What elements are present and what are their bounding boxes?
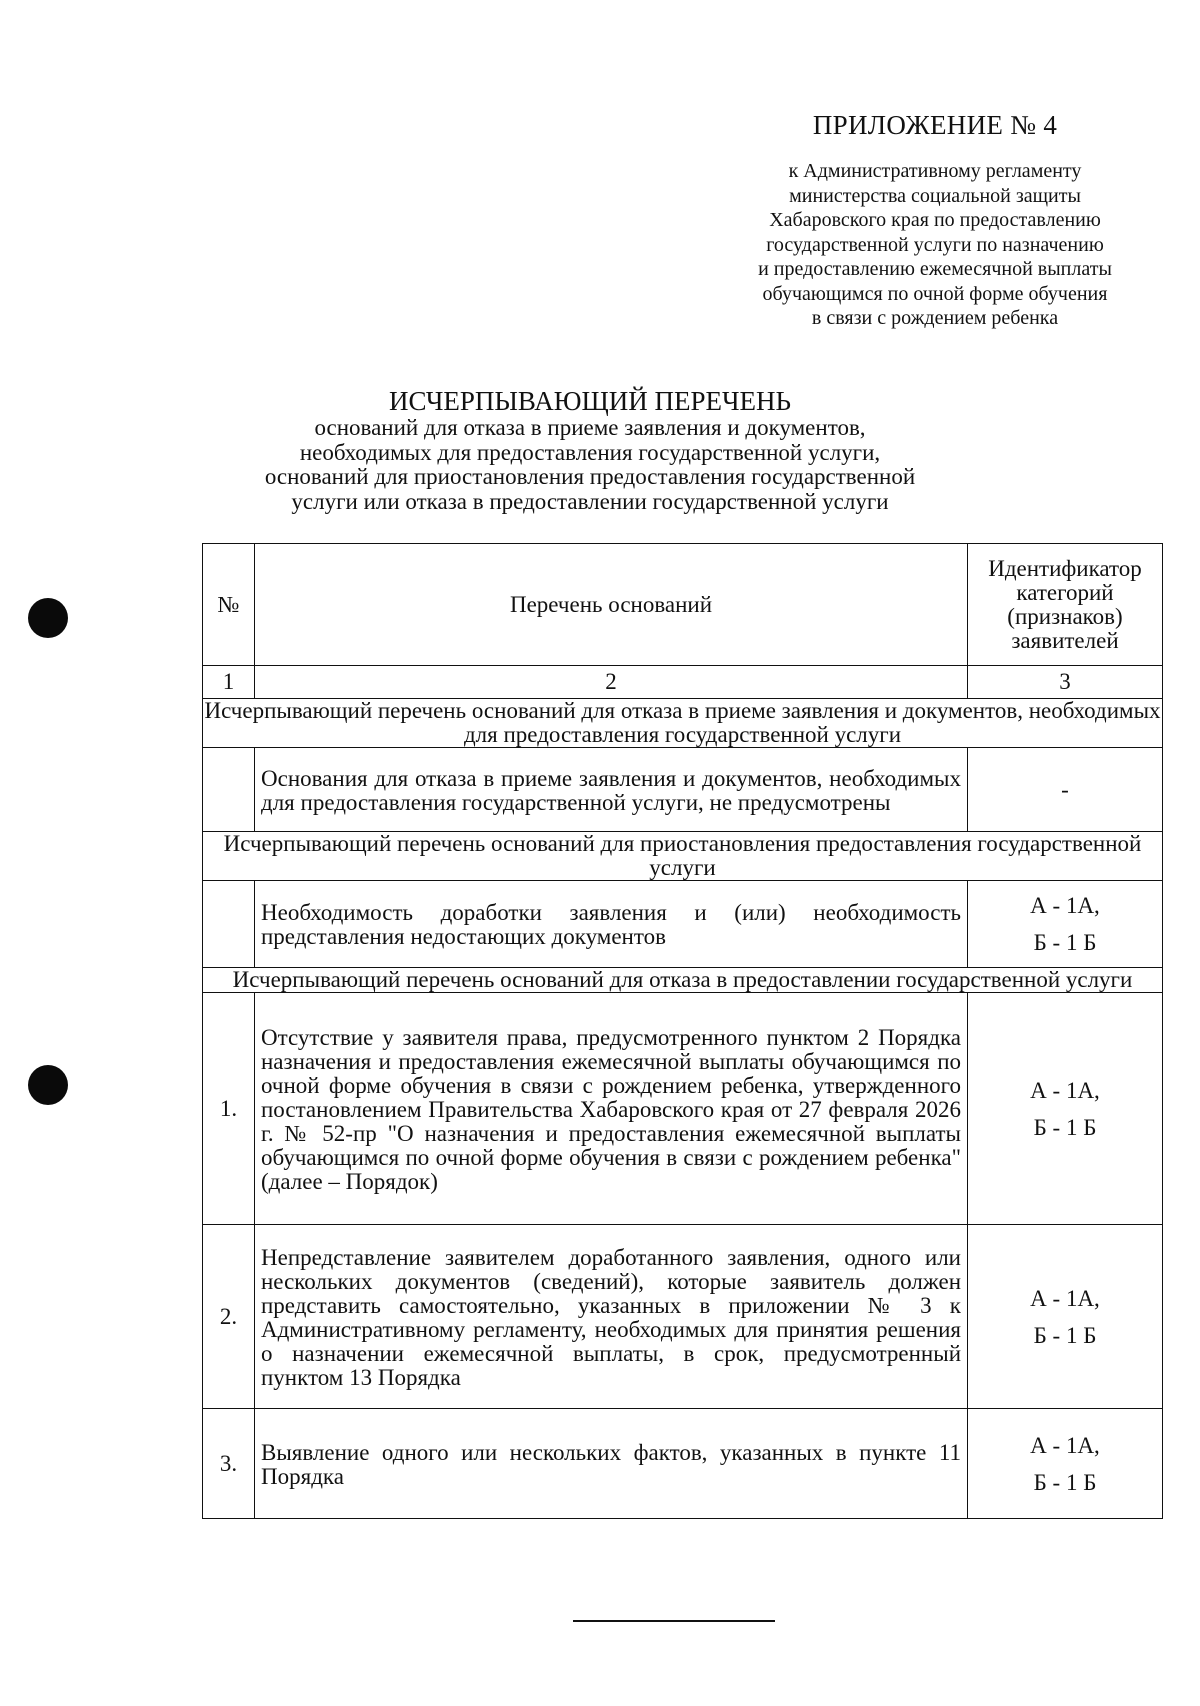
identifier-line: Б - 1 Б [1033, 1322, 1097, 1348]
header-applicant-identifier: Идентификатор категорий (признаков) заявителей [968, 544, 1163, 666]
punch-hole [28, 1065, 68, 1105]
row-identifier [968, 748, 1163, 832]
identifier-line: Б - 1 Б [1033, 930, 1097, 955]
document-title: ИСЧЕРПЫВАЮЩИЙ ПЕРЕЧЕНЬ [388, 386, 792, 416]
row-number: 3. [203, 1409, 255, 1519]
row-identifier [968, 1225, 1163, 1409]
document-heading [190, 386, 990, 514]
column-number: 3 [968, 666, 1163, 699]
appendix-line: Хабаровского края по предоставлению [769, 209, 1101, 231]
identifier-line: А - 1А, [1030, 893, 1100, 918]
row-reason-text: Непредставление заявителем доработанного заявления, одного или нескольких документов (сведений), которые заявитель должен представить самостоятельно, указанных в приложении № 3 к Административному регламенту, необходимых для принятия решения о назначении ежемесячной выплаты, в срок, предусмотренный пунктом 13 Порядка [255, 1225, 968, 1409]
row-identifier [968, 1409, 1163, 1519]
identifier-line: А - 1А, [1030, 1432, 1100, 1458]
identifier-line: Б - 1 Б [1033, 1114, 1097, 1140]
table-row [203, 993, 1163, 1225]
table-row [203, 748, 1163, 832]
table-row [203, 1409, 1163, 1519]
section-title: Исчерпывающий перечень оснований для приостановления предоставления государственной услуги [203, 832, 1163, 881]
appendix-line: обучающимся по очной форме обучения [762, 282, 1108, 305]
section-title: Исчерпывающий перечень оснований для отказа в приеме заявления и документов, необходимых для предоставления государственной услуги [204, 698, 1161, 747]
reasons-table [202, 543, 1163, 1519]
appendix-line: и предоставлению ежемесячной выплаты [758, 258, 1112, 280]
header-reasons: Перечень оснований [255, 544, 968, 666]
column-number: 1 [203, 666, 255, 699]
column-number: 2 [255, 666, 968, 699]
appendix-title: ПРИЛОЖЕНИЕ № 4 [812, 110, 1058, 140]
row-reason-text: Отсутствие у заявителя права, предусмотренного пунктом 2 Порядка назначения и предоставления ежемесячной выплаты обучающимся по очной форме обучения в связи с рождением ребенка, утвержденного постановлением Правительства Хабаровского края от 27 февраля 2026 г. № 52-пр "О назначения и предоставления ежемесячной выплаты обучающимся по очной форме обучения в связи с рождением ребенка" (далее – Порядок) [255, 993, 968, 1225]
row-reason-text: Основания для отказа в приеме заявления и документов, необходимых для предоставления государственной услуги, не предусмотрены [255, 748, 968, 832]
row-number: 2. [203, 1225, 255, 1409]
document-subtitle-line: необходимых для предоставления государственной услуги, [299, 439, 881, 465]
section-header-row [203, 832, 1163, 881]
table-header-row [203, 544, 1163, 666]
table-row [203, 1225, 1163, 1409]
row-identifier [968, 993, 1163, 1225]
table-row [203, 881, 1163, 968]
identifier-line: Б - 1 Б [1033, 1469, 1097, 1495]
document-subtitle-line: услуги или отказа в предоставлении государственной услуги [291, 488, 889, 514]
appendix-block [700, 110, 1170, 331]
end-divider-line [573, 1620, 775, 1622]
punch-hole [28, 598, 68, 638]
appendix-line: в связи с рождением ребенка [811, 307, 1059, 329]
row-identifier [968, 881, 1163, 968]
row-number [203, 748, 255, 832]
section-header-row [203, 699, 1163, 748]
appendix-line: государственной услуги по назначению [766, 233, 1104, 256]
section-title: Исчерпывающий перечень оснований для отказа в предоставлении государственной услуги [203, 968, 1163, 993]
column-number-row [203, 666, 1163, 699]
identifier-line: - [1061, 777, 1069, 802]
row-reason-text: Выявление одного или нескольких фактов, указанных в пункте 11 Порядка [255, 1409, 968, 1519]
appendix-line: министерства социальной защиты [789, 184, 1081, 207]
identifier-line: А - 1А, [1030, 1285, 1100, 1311]
row-number: 1. [203, 993, 255, 1225]
identifier-line: А - 1А, [1030, 1077, 1100, 1103]
header-number: № [203, 544, 255, 666]
section-header-row [203, 968, 1163, 993]
document-subtitle-line: оснований для приостановления предоставления государственной [264, 464, 916, 489]
document-subtitle-line: оснований для отказа в приеме заявления и документов, [314, 415, 866, 440]
row-number [203, 881, 255, 968]
appendix-line: к Административному регламенту [788, 160, 1082, 182]
row-reason-text: Необходимость доработки заявления и (или) необходимость представления недостающих документов [255, 881, 968, 968]
